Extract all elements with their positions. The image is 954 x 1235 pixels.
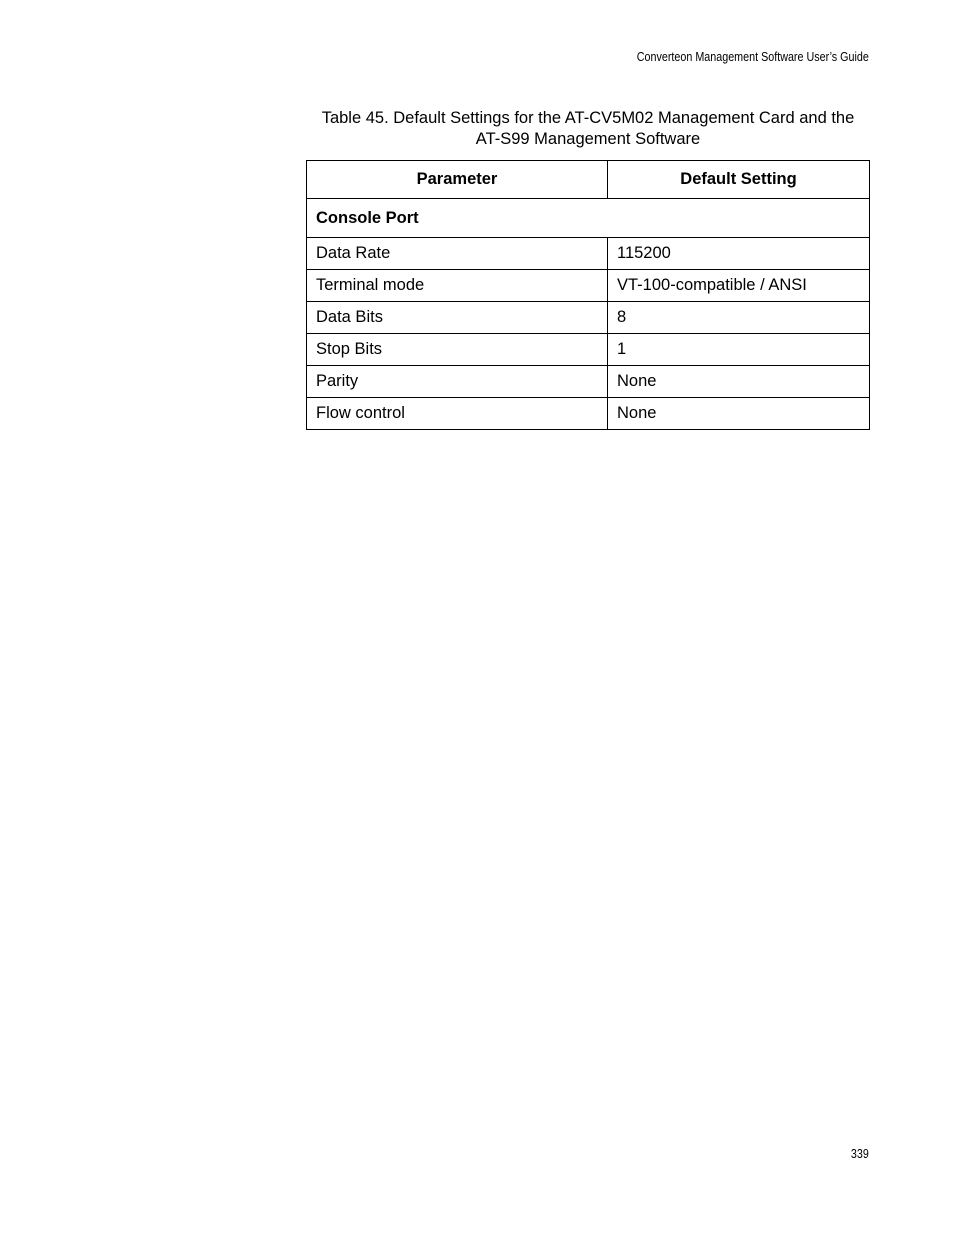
parameter-cell: Data Rate <box>307 238 608 270</box>
table-caption-line-1: Table 45. Default Settings for the AT-CV5M02 Management Card and the <box>321 109 855 127</box>
parameter-cell: Terminal mode <box>307 270 608 302</box>
section-console-port: Console Port <box>307 199 870 238</box>
table-row <box>307 238 870 270</box>
table-row <box>307 334 870 366</box>
parameter-cell: Flow control <box>307 398 608 430</box>
parameter-cell: Stop Bits <box>307 334 608 366</box>
value-cell: 8 <box>608 302 870 334</box>
table-row <box>307 270 870 302</box>
running-header: Converteon Management Software User’s Guide <box>636 50 869 64</box>
table-caption-line-2: AT-S99 Management Software <box>475 130 701 148</box>
page-number: 339 <box>851 1147 869 1161</box>
value-cell: 1 <box>608 334 870 366</box>
table-row <box>307 366 870 398</box>
default-settings-table <box>306 160 870 430</box>
section-row <box>307 199 870 238</box>
value-cell: None <box>608 366 870 398</box>
table-header-row <box>307 161 870 199</box>
table-caption <box>306 108 870 150</box>
table-row <box>307 398 870 430</box>
value-cell: None <box>608 398 870 430</box>
column-header-parameter: Parameter <box>307 161 608 199</box>
value-cell: 115200 <box>608 238 870 270</box>
parameter-cell: Parity <box>307 366 608 398</box>
parameter-cell: Data Bits <box>307 302 608 334</box>
column-header-default-setting: Default Setting <box>608 161 870 199</box>
value-cell: VT-100-compatible / ANSI <box>608 270 870 302</box>
table-row <box>307 302 870 334</box>
